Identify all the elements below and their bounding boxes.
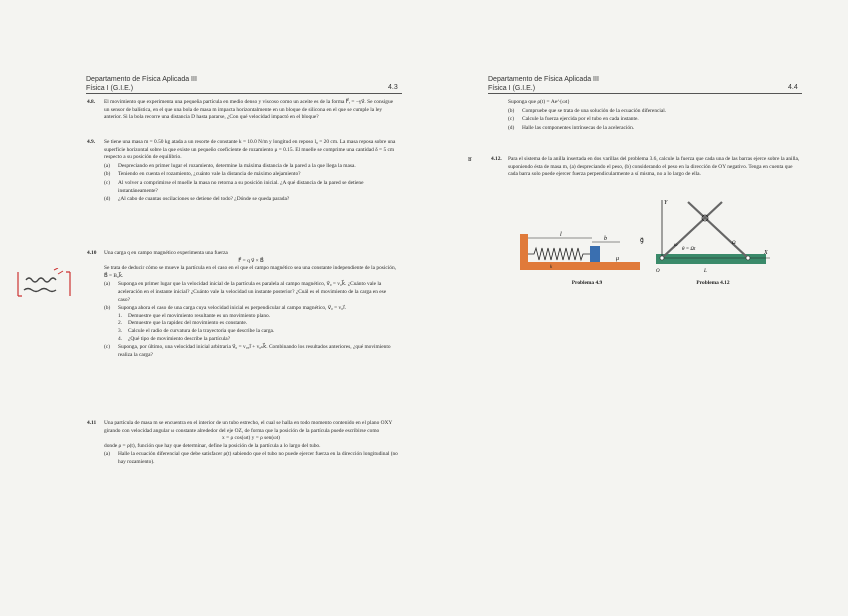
label-k: k: [550, 265, 553, 270]
left-header-course: Física I (G.I.E.): [86, 84, 134, 92]
problem-text-2: Se trata de deducir cómo se mueve la partícula en el caso en el que el campo magnético sea una constante independiente de la posición, B⃗ = B₀k⃗.: [104, 265, 397, 279]
subitem-2: 2. Demuestre que la rapidez del movimiento es constante.: [118, 320, 248, 327]
problem-number: 4.11: [87, 420, 97, 426]
label-L: L: [704, 269, 707, 274]
formula: x = ρ cos(ωt) y = ρ sen(ωt): [222, 435, 280, 442]
label-omega: ω: [674, 243, 678, 248]
label-y: Y: [664, 200, 668, 206]
item-a: (a) Despreciando en primer lugar el rozamiento, determine la máxima distancia de la pared a la que llega la masa.: [104, 162, 356, 169]
subitem-4: 4. ¿Qué tipo de movimiento describe la partícula?: [118, 335, 231, 342]
figure-spring-mass: [520, 224, 652, 274]
left-header-department: Departamento de Física Aplicada III: [86, 76, 197, 83]
right-page: [424, 0, 834, 616]
right-header-rule: [488, 93, 802, 94]
problem-text-2: donde ρ = ρ(t), función que hay que determinar, define la posición de la partícula a lo largo del tubo.: [104, 442, 321, 449]
item-b: (b) Compruebe que se trata de una solución de la ecuación diferencial.: [508, 107, 667, 114]
item-c: (c) Calcule la fuerza ejercida por el tubo en cada instante.: [508, 116, 639, 123]
intro-text: Suponga que ρ(t) = Ae^{ωt}: [508, 99, 570, 105]
problem-text: El movimiento que experimenta una pequeña partícula en medio denso y viscoso como un aceite es de la forma F⃗ᵣ = −γv⃗. Se consigue un sensor de balística, en el que una bola de masa m impacta horizontalmente en un bloque de silicona en el que se cumple la ley anterior. Si la bola recorre una distancia D hasta pararse, ¿Con qué velocidad impactó en el bloque?: [104, 99, 394, 121]
item-c: (c) Suponga, por último, una velocidad inicial arbitraria v⃗₀ = v₀ᵤı⃗ + v₀ₖk⃗. Combinando los resultados anteriores, ¿qué movimiento realiza la carga?: [104, 344, 391, 358]
handwritten-stamp: [14, 268, 74, 300]
spring: [528, 248, 590, 260]
pivot-o: [660, 256, 664, 260]
label-g: g⃗: [640, 238, 644, 244]
item-d: (d) ¿Al cabo de cuantas oscilaciones se detiene del todo? ¿Dónde se queda parada?: [104, 196, 290, 203]
left-header-rule: [86, 93, 402, 94]
formula: F⃗ = q v⃗ × B⃗: [238, 257, 264, 264]
problem-4-11: [87, 420, 398, 467]
label-b: b: [604, 236, 607, 242]
problem-text: Para el sistema de la anilla insertada en dos varillas del problema 3.6, calcule la fuerza que cada una de las barras ejerce sobre la anilla, suponiendo ésta de masa m, (a) despreciando el peso, (b) considerando el peso en la dirección de OY negativo. Tenga en cuenta que cada barra solo puede ejercer fuerza perpendicularmente a sí misma, no a lo largo de ella.: [508, 156, 800, 178]
problem-4-10: [87, 250, 398, 359]
problem-text: Una partícula de masa m se encuentra en el interior de un tubo estrecho, el cual se halla en todo momento contenido en el plano OXY girando con velocidad angular ω constante alrededor del eje OZ, de forma que la posición de la partícula puede escribirse como: [104, 420, 393, 434]
right-header-course: Física I (G.I.E.): [488, 84, 536, 92]
pivot-2: [746, 256, 750, 260]
left-page-number: 4.3: [388, 84, 398, 91]
item-d: (d) Halle las componentes intrínsecas de la aceleración.: [508, 124, 635, 131]
caption-problem-4-9: Problema 4.9: [571, 280, 603, 286]
handwritten-mark: ʁ: [468, 154, 472, 163]
item-b: (b) Suponga ahora el caso de una carga cuya velocidad inicial es perpendicular al campo magnético, v⃗₀ = v₀ı⃗. 1. Demuestre que el movimiento resultante es un movimiento plano. 2. Demuestre que la rapidez del movimiento es constante. 3. Calcule el radio de curvatura de la trayectoria que describe la carga. 4. ¿Qué tipo de movimiento describe la partícula?: [104, 305, 398, 343]
right-header: [488, 76, 599, 93]
left-page: [0, 0, 410, 616]
item-b: (b) Teniendo en cuenta el rozamiento, ¿cuánto vale la distancia de máximo alejamiento?: [104, 171, 301, 178]
figure-ring-rods: [652, 196, 774, 276]
mass-block: [590, 246, 600, 262]
label-mu: μ: [616, 256, 620, 262]
problem-number: 4.9.: [87, 139, 96, 145]
problem-number: 4.10: [87, 250, 97, 256]
problem-4-12: [491, 156, 800, 179]
problem-number: 4.12.: [491, 156, 502, 162]
caption-problem-4-12: Problema 4.12: [696, 280, 730, 286]
problem-4-11-continued: [508, 99, 800, 132]
subitem-1: 1. Demuestre que el movimiento resultante es un movimiento plano.: [118, 312, 271, 319]
subitem-3: 3. Calcule el radio de curvatura de la trayectoria que describe la carga.: [118, 327, 275, 334]
left-header: [86, 76, 197, 93]
problem-4-9: [87, 139, 398, 204]
label-o: O: [656, 269, 660, 274]
item-a: (a) Suponga en primer lugar que la velocidad inicial de la partícula es paralela al campo magnético, v⃗₀ = v₀k⃗. ¿Cuánto vale la aceleración en el instante inicial? ¿Cuánto vale la velocidad un instante posterior? ¿Cuál es el movimiento de la carga en ese caso?: [104, 281, 387, 303]
problem-text: Se tiene una masa m = 0.50 kg atada a un resorte de constante k = 10.0 N/m y longitud en reposo l₀ = 20 cm. La masa reposa sobre una superficie horizontal sobre la que existe un pequeño coeficiente de rozamiento μ = 0.15. El muelle se comprime una cantidad δ = 5 cm respecto a su posición de equilibrio.: [104, 139, 396, 161]
right-header-department: Departamento de Física Aplicada III: [488, 76, 599, 83]
label-theta: θ = Ωt: [682, 247, 696, 252]
problem-4-8: [87, 99, 398, 122]
label-x: X: [764, 250, 768, 256]
label-l: l: [560, 232, 562, 238]
item-c: (c) Al volver a comprimirse el muelle la masa no retorna a su posición inicial. ¿A qué distancia de la pared se detiene instantáneamente?: [104, 179, 364, 194]
right-page-number: 4.4: [788, 84, 798, 91]
label-omega-upper: Ω: [732, 241, 736, 246]
item-a: (a) Halle la ecuación diferencial que debe satisfacer ρ(t) sabiendo que el tubo no puede ejercer fuerza en la dirección longitudinal (no hay rozamiento).: [104, 451, 398, 465]
problem-number: 4.8.: [87, 99, 96, 105]
problem-text: Una carga q en campo magnético experimenta una fuerza: [104, 250, 228, 256]
rod-2: [688, 202, 748, 258]
floor: [520, 262, 640, 270]
